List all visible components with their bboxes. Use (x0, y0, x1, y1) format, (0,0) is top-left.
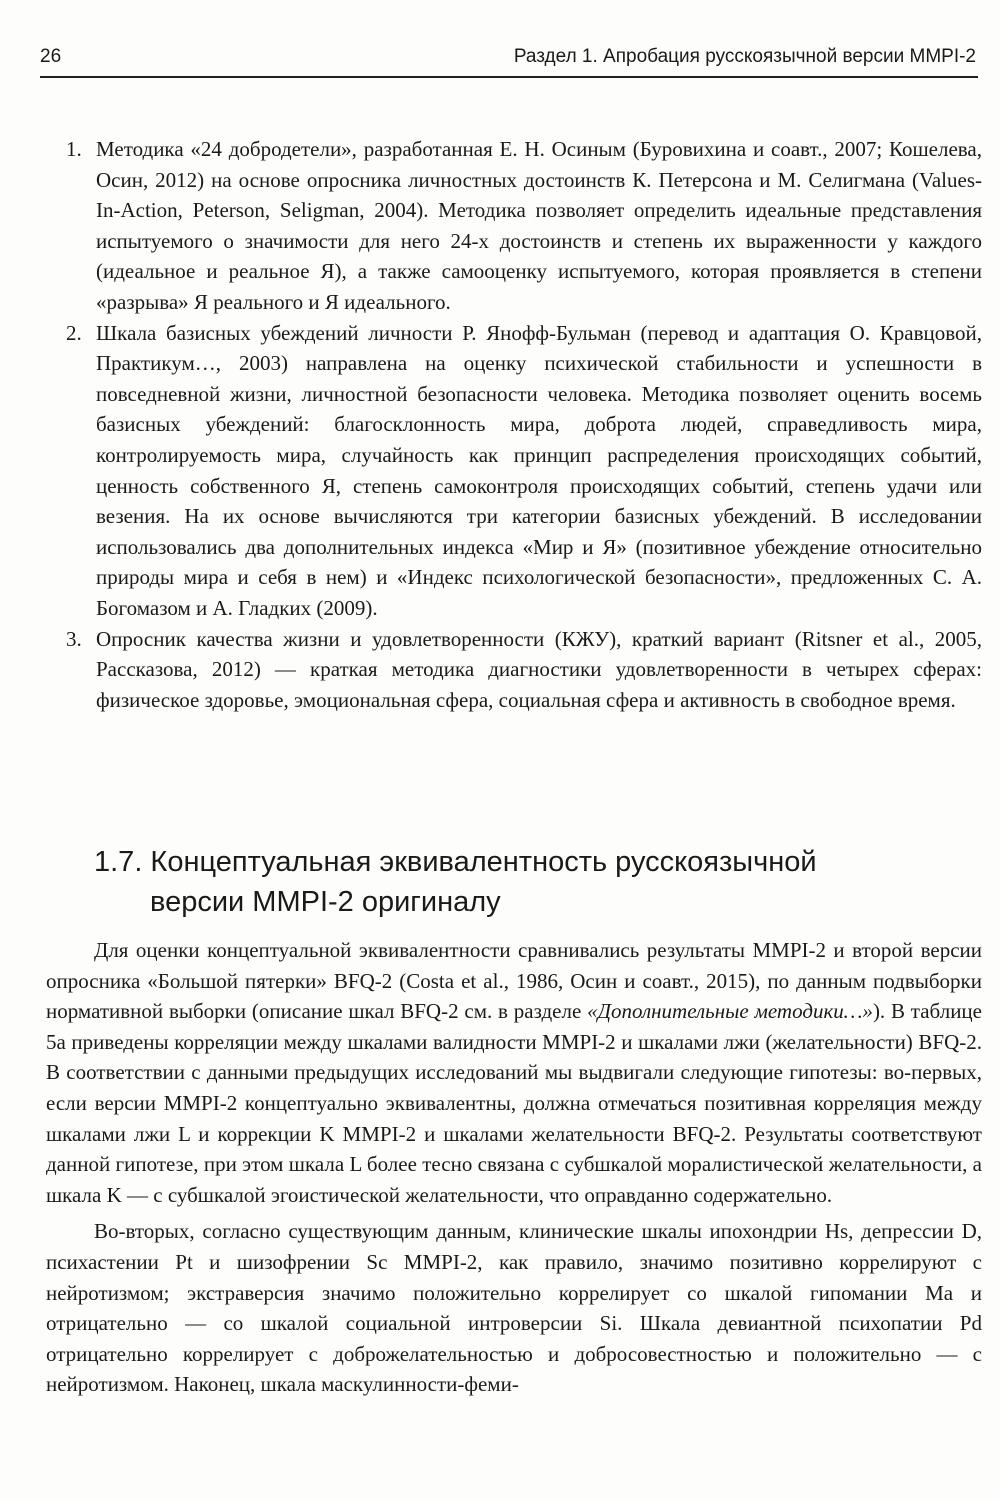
paragraph (46, 935, 982, 1210)
paragraph: Во-вторых, согласно существующим данным, клинические шкалы ипохондрии Hs, депрессии D, психастении Pt и шизофрении Sc MMPI-2, как правило, значимо позитивно коррелируют с нейротизмом; экстраверсия значимо положительно коррелирует со шкалой гипомании Ma и отрицательно — со шкалой социальной интроверсии Si. Шкала девиантной психопатии Pd отрицательно коррелирует с доброжелательностью и добросовестностью и положительно — с нейротизмом. Наконец, шкала маскулинности-феми- (46, 1219, 982, 1397)
list-item-number: 3. (66, 626, 82, 651)
list-item (62, 318, 982, 624)
list-item (62, 134, 982, 318)
list-item-text: Методика «24 добродетели», разработанная Е. Н. Осиным (Буровихина и соавт., 2007; Кошелева, Осин, 2012) на основе опросника личностных достоинств К. Петерсона и М. Селигмана (Values-In-Action, Peterson, Seligman, 2004). Методика позволяет определить идеальные представления испытуемого о значимости для него 24-х достоинств и степень их выраженности у каждого (идеальное и реальное Я), а также самооценку испытуемого, которая проявляется в степени «разрыва» Я реального и Я идеального. (96, 137, 982, 314)
section-heading-line2: версии MMPI-2 оригиналу (150, 886, 501, 918)
list-item-number: 1. (66, 137, 82, 161)
list-item-text: Опросник качества жизни и удовлетворенности (КЖУ), краткий вариант (Ritsner et al., 2005, Рассказова, 2012) — краткая методика диагностики удовлетворенности в четырех сферах: физическое здоровье, эмоциональная сфера, социальная сфера и активность в свободное время. (96, 626, 982, 712)
list-item-number: 2. (66, 320, 82, 345)
running-title: Раздел 1. Апробация русскоязычной версии MMPI-2 (513, 46, 976, 67)
section-heading (94, 842, 954, 922)
list-item-text: Шкала базисных убеждений личности Р. Янофф-Бульман (перевод и адаптация О. Кравцовой, Практикум…, 2003) направлена на оценку психической стабильности и успешности в повседневной жизни, личностной безопасности человека. Методика позволяет оценить восемь базисных убеждений: благосклонность мира, доброта людей, справедливость мира, контролируемость мира, случайность как принцип распределения происходящих событий, ценность собственного Я, степень самоконтроля происходящих событий, степень удачи или везения. На их основе вычисляются три категории базисных убеждений. В исследовании использовались два дополнительных индекса «Мир и Я» (позитивное убеждение относительно природы мира и себя в нем) и «Индекс психологической безопасности», предложенных С. А. Богомазом и А. Гладких (2009). (96, 320, 982, 620)
page-number: 26 (40, 46, 62, 67)
running-head (40, 42, 978, 78)
section-body (46, 935, 982, 1400)
section-heading-line1: 1.7. Концептуальная эквивалентность русскоязычной (94, 846, 817, 878)
paragraph-text: Для оценки концептуальной эквивалентности сравнивались результаты MMPI-2 и второй версии опросника «Большой пятерки» BFQ-2 (Costa et al., 1986, Осин и соавт., 2015), по данным подвыборки нормативной выборки (описание шкал BFQ-2 см. в разделе (46, 938, 982, 1024)
cross-reference: «Дополнительные методики…» (587, 999, 873, 1024)
paragraph-text: ). В таблице 5а приведены корреляции между шкалами валидности MMPI-2 и шкалами лжи (желательности) BFQ-2. В соответствии с данными предыдущих исследований мы выдвигали следующие гипотезы: во-первых, если версии MMPI-2 концептуально эквивалентны, должна отмечаться позитивная корреляция между шкалами лжи L и коррекции K MMPI-2 и шкалами желательности BFQ-2. Результаты соответствуют данной гипотезе, при этом шкала L более тесно связана с субшкалой моралистической желательности, а шкала K — с субшкалой эгоистической желательности, что оправданно содержательно. (46, 999, 983, 1207)
list-item (62, 624, 982, 716)
methods-list (62, 134, 982, 715)
